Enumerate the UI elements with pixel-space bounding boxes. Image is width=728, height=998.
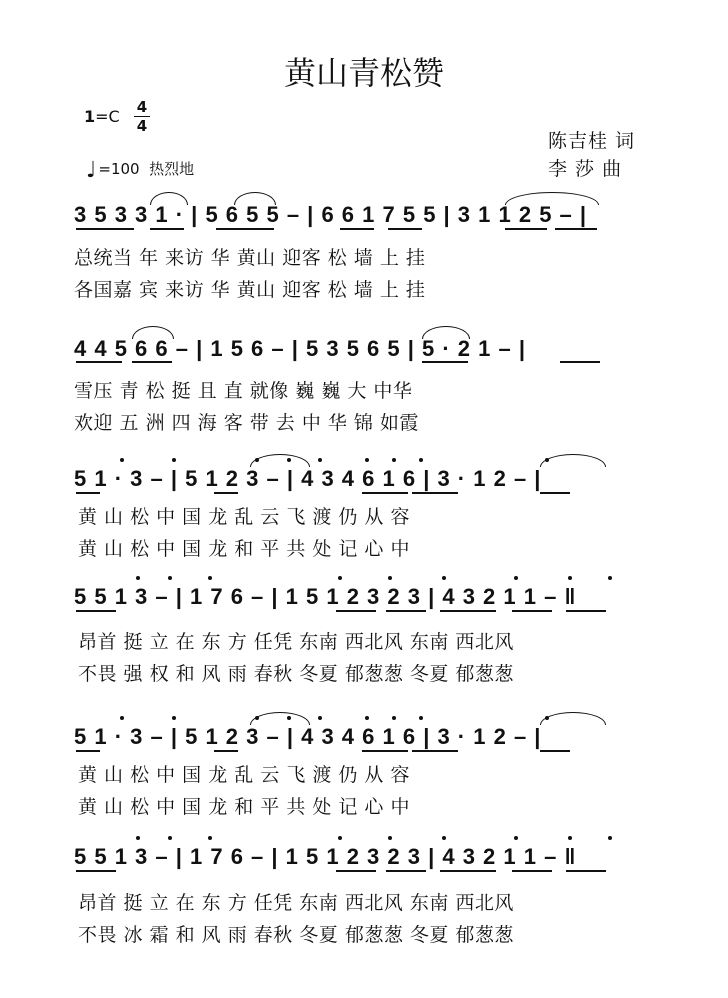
staff-4-notes: 5 5 1 3 – | 1 7 6 – | 1 5 1 2 3 2 3 | 4 3 2 1 1 – ‖ (74, 584, 577, 609)
underline (216, 228, 274, 230)
high-octave-dot (365, 458, 369, 462)
high-octave-dot (419, 458, 423, 462)
high-octave-dot (168, 576, 172, 580)
underline (76, 228, 134, 230)
underline (540, 750, 570, 752)
staff-2-lyric-verse-1: 雪压 青 松 挺 且 直 就像 巍 巍 大 中华 (74, 380, 413, 402)
underline (336, 870, 376, 872)
high-octave-dot (120, 716, 124, 720)
staff-6-lyric-verse-1: 昂首 挺 立 在 东 方 任凭 东南 西北风 东南 西北风 (78, 892, 514, 914)
underline (76, 870, 116, 872)
lyricist-credit: 陈吉桂 词 (548, 130, 636, 152)
high-octave-dot (545, 458, 549, 462)
staff-5-lyric-verse-2: 黄 山 松 中 国 龙 和 平 共 处 记 心 中 (78, 796, 410, 818)
time-signature-upper: 4 (136, 98, 148, 116)
slur (250, 712, 310, 725)
high-octave-dot (287, 716, 291, 720)
high-octave-dot (208, 576, 212, 580)
staff-4-lyric-verse-1: 昂首 挺 立 在 东 方 任凭 东南 西北风 东南 西北风 (78, 631, 514, 653)
underline (76, 750, 100, 752)
underline (362, 492, 408, 494)
staff-1-lyric-verse-2: 各国嘉 宾 来访 华 黄山 迎客 松 墙 上 挂 (74, 279, 426, 301)
high-octave-dot (545, 716, 549, 720)
high-octave-dot (318, 716, 322, 720)
high-octave-dot (255, 458, 259, 462)
underline (150, 228, 184, 230)
underline (76, 492, 100, 494)
tempo-expression: 热烈地 (149, 160, 195, 178)
staff-3-lyric-verse-2: 黄 山 松 中 国 龙 和 平 共 处 记 心 中 (78, 538, 410, 560)
underline (76, 361, 122, 363)
staff-2-lyric-verse-2: 欢迎 五 洲 四 海 客 带 去 中 华 锦 如霞 (74, 412, 419, 434)
staff-2-notes: 4 4 5 6 6 – | 1 5 6 – | 5 3 5 6 5 | 5 · 2 1 – | (74, 336, 527, 361)
slur (505, 192, 599, 205)
high-octave-dot (388, 836, 392, 840)
high-octave-dot (365, 716, 369, 720)
slur (540, 712, 606, 725)
high-octave-dot (208, 836, 212, 840)
high-octave-dot (608, 576, 612, 580)
underline (214, 492, 238, 494)
high-octave-dot (338, 836, 342, 840)
song-title: 黄山青松赞 (283, 54, 444, 92)
high-octave-dot (318, 458, 322, 462)
high-octave-dot (172, 716, 176, 720)
underline (422, 361, 468, 363)
high-octave-dot (514, 576, 518, 580)
underline (512, 870, 552, 872)
staff-3-lyric-verse-1: 黄 山 松 中 国 龙 乱 云 飞 渡 仍 从 容 (78, 506, 410, 528)
high-octave-dot (392, 716, 396, 720)
underline (362, 750, 408, 752)
high-octave-dot (168, 836, 172, 840)
staff-6-lyric-verse-2: 不畏 冰 霜 和 风 雨 春秋 冬夏 郁葱葱 冬夏 郁葱葱 (78, 924, 514, 946)
high-octave-dot (608, 836, 612, 840)
underline (566, 870, 606, 872)
underline (512, 610, 552, 612)
underline (388, 228, 422, 230)
slur (234, 192, 276, 205)
slur (150, 192, 188, 205)
high-octave-dot (568, 576, 572, 580)
slur (540, 454, 606, 467)
underline (76, 610, 116, 612)
time-signature-lower: 4 (136, 117, 148, 135)
staff-3-notes: 5 1 · 3 – | 5 1 2 3 – | 4 3 4 6 1 6 | 3 · 1 2 – | (74, 466, 542, 491)
staff-4-lyric-verse-2: 不畏 强 权 和 风 雨 春秋 冬夏 郁葱葱 冬夏 郁葱葱 (78, 663, 514, 685)
high-octave-dot (120, 458, 124, 462)
high-octave-dot (136, 576, 140, 580)
high-octave-dot (255, 716, 259, 720)
key-signature (84, 107, 120, 126)
underline (336, 610, 376, 612)
high-octave-dot (388, 576, 392, 580)
underline (555, 228, 597, 230)
underline (540, 492, 570, 494)
slur (250, 454, 310, 467)
high-octave-dot (136, 836, 140, 840)
underline (440, 870, 496, 872)
key-equals-c: =C (95, 107, 120, 126)
tempo-marking (86, 158, 194, 183)
high-octave-dot (392, 458, 396, 462)
key-tonic: 1 (84, 107, 96, 126)
staff-1-lyric-verse-1: 总统当 年 来访 华 黄山 迎客 松 墙 上 挂 (74, 247, 426, 269)
underline (505, 228, 547, 230)
underline (214, 750, 238, 752)
underline (340, 228, 374, 230)
slur (132, 326, 174, 339)
high-octave-dot (568, 836, 572, 840)
staff-1-notes: 3 5 3 3 1 · | 5 6 5 5 – | 6 6 1 7 5 5 | 3 1 1 2 5 – | (74, 202, 588, 227)
underline (440, 610, 496, 612)
tempo-value: =100 (98, 160, 140, 178)
high-octave-dot (338, 576, 342, 580)
staff-5-lyric-verse-1: 黄 山 松 中 国 龙 乱 云 飞 渡 仍 从 容 (78, 764, 410, 786)
high-octave-dot (442, 576, 446, 580)
high-octave-dot (442, 836, 446, 840)
underline (560, 361, 600, 363)
underline (386, 610, 426, 612)
underline (412, 750, 458, 752)
underline (412, 492, 458, 494)
high-octave-dot (514, 836, 518, 840)
high-octave-dot (419, 716, 423, 720)
underline (132, 361, 172, 363)
composer-credit: 李 莎 曲 (548, 158, 623, 180)
underline (386, 870, 426, 872)
slur (422, 326, 470, 339)
high-octave-dot (172, 458, 176, 462)
staff-5-notes: 5 1 · 3 – | 5 1 2 3 – | 4 3 4 6 1 6 | 3 · 1 2 – | (74, 724, 542, 749)
high-octave-dot (287, 458, 291, 462)
quarter-note-icon: ♩ (86, 158, 97, 183)
staff-6-notes: 5 5 1 3 – | 1 7 6 – | 1 5 1 2 3 2 3 | 4 3 2 1 1 – ‖ (74, 844, 577, 869)
time-signature (134, 99, 150, 134)
underline (566, 610, 606, 612)
